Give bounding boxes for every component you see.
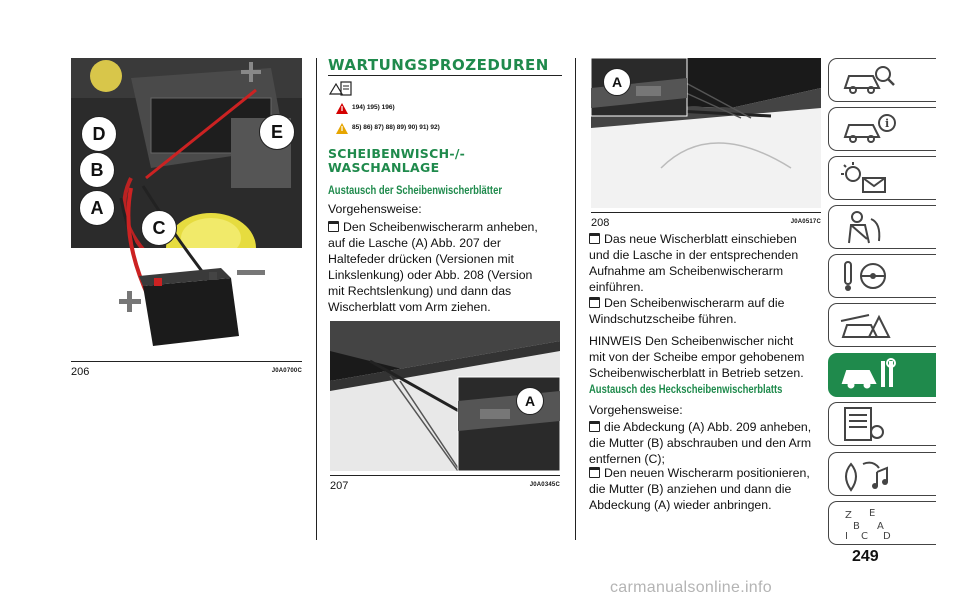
front-intro: Vorgehensweise: [328, 202, 422, 216]
safety-icon [839, 209, 899, 245]
figure-206-caption [71, 361, 302, 380]
svg-text:B: B [853, 521, 860, 532]
tab-specs[interactable] [828, 402, 936, 446]
front-step-1: Den Scheibenwischerarm anheben, auf die Lasche (A) Abb. 207 der Haltefeder drücken (Versionen mit Linkslenkung) oder Abb. 208 (Version mit Rechtslenkung) und dann das Wischerblatt vom Arm ziehen. [328, 220, 538, 314]
section-title-rule [328, 75, 562, 76]
tab-steering-key[interactable] [828, 254, 936, 298]
note-paragraph: HINWEIS Den Scheibenwischer nicht mit von der Scheibe empor gehobenem Scheibenwischerblatt in Betrieb setzen. [589, 334, 805, 380]
svg-text:C: C [861, 531, 868, 541]
figure-code: J0A0345C [529, 482, 560, 488]
breakdown-icon [839, 307, 899, 343]
bullet-icon [589, 233, 600, 244]
figure-207-wiper [330, 321, 560, 471]
tab-multimedia[interactable] [828, 452, 936, 496]
rear-step-2: Den neuen Wischerarm positionieren, die Mutter (B) anziehen und dann die Abdeckung (A) wieder anbringen. [589, 466, 810, 512]
callout-c: C [141, 210, 177, 246]
tab-car-service[interactable] [828, 353, 936, 397]
tab-warning-lights[interactable] [828, 156, 936, 200]
front-wiper-heading: Austausch der Scheibenwischerblätter [328, 185, 502, 197]
svg-text:Z: Z [845, 510, 852, 521]
subsection-title: SCHEIBENWISCH-/- WASCHANLAGE [328, 146, 466, 175]
callout-a: A [603, 68, 631, 96]
specs-icon [839, 406, 899, 442]
bullet-icon [589, 467, 600, 478]
warning-icon [336, 101, 348, 119]
front-step-3: Den Scheibenwischerarm auf die Windschutzscheibe führen. [589, 296, 785, 326]
tab-breakdown[interactable] [828, 303, 936, 347]
svg-text:i: i [885, 117, 890, 130]
callout-e: E [259, 114, 295, 150]
bullet-icon [328, 221, 339, 232]
svg-text:D: D [883, 531, 891, 541]
tab-car-info[interactable] [828, 107, 936, 151]
svg-text:E: E [869, 508, 876, 519]
warning-references: 194) 195) 196) [352, 104, 395, 111]
front-step-2: Das neue Wischerblatt einschieben und die Lasche in der entsprechenden Aufnahme am Scheibenwischerarm einführen. [589, 232, 799, 294]
tab-safety[interactable] [828, 205, 936, 249]
figure-code: J0A0700C [271, 368, 302, 374]
svg-text:I: I [845, 531, 848, 541]
figure-206-battery [71, 58, 302, 355]
figure-number: 207 [330, 480, 349, 492]
figure-208-wiper [591, 58, 821, 208]
bullet-icon [589, 421, 600, 432]
page-number: 249 [852, 548, 879, 565]
car-service-icon [839, 357, 899, 393]
index-icon [839, 505, 899, 541]
rear-wiper-heading: Austausch des Heckscheibenwischerblatts [589, 384, 783, 396]
tab-car-search[interactable] [828, 58, 936, 102]
watermark: carmanualsonline.info [610, 579, 772, 596]
car-info-icon [839, 111, 899, 147]
caution-icon [336, 121, 348, 139]
figure-code: J0A0517C [790, 219, 821, 225]
svg-text:A: A [877, 521, 884, 532]
warning-lights-icon [839, 160, 899, 196]
steering-key-icon [839, 258, 899, 294]
figure-number: 208 [591, 217, 610, 229]
callout-d: D [81, 116, 117, 152]
figure-207-caption [330, 475, 560, 494]
figure-208-caption [591, 212, 821, 231]
bullet-icon [589, 297, 600, 308]
rear-step-1: die Abdeckung (A) Abb. 209 anheben, die Mutter (B) abschrauben und den Arm entfernen (C); [589, 420, 812, 466]
callout-a: A [516, 387, 544, 415]
tab-index[interactable] [828, 501, 936, 545]
multimedia-icon [839, 456, 899, 492]
callout-a: A [79, 190, 115, 226]
section-title: WARTUNGSPROZEDUREN [328, 56, 549, 74]
car-search-icon [839, 62, 899, 98]
reference-manual-icon [328, 80, 352, 103]
figure-number: 206 [71, 366, 90, 378]
callout-b: B [79, 152, 115, 188]
column-divider-1 [316, 58, 317, 540]
column-divider-2 [575, 58, 576, 540]
rear-intro: Vorgehensweise: [589, 403, 683, 417]
caution-references: 85) 86) 87) 88) 89) 90) 91) 92) [352, 124, 440, 131]
